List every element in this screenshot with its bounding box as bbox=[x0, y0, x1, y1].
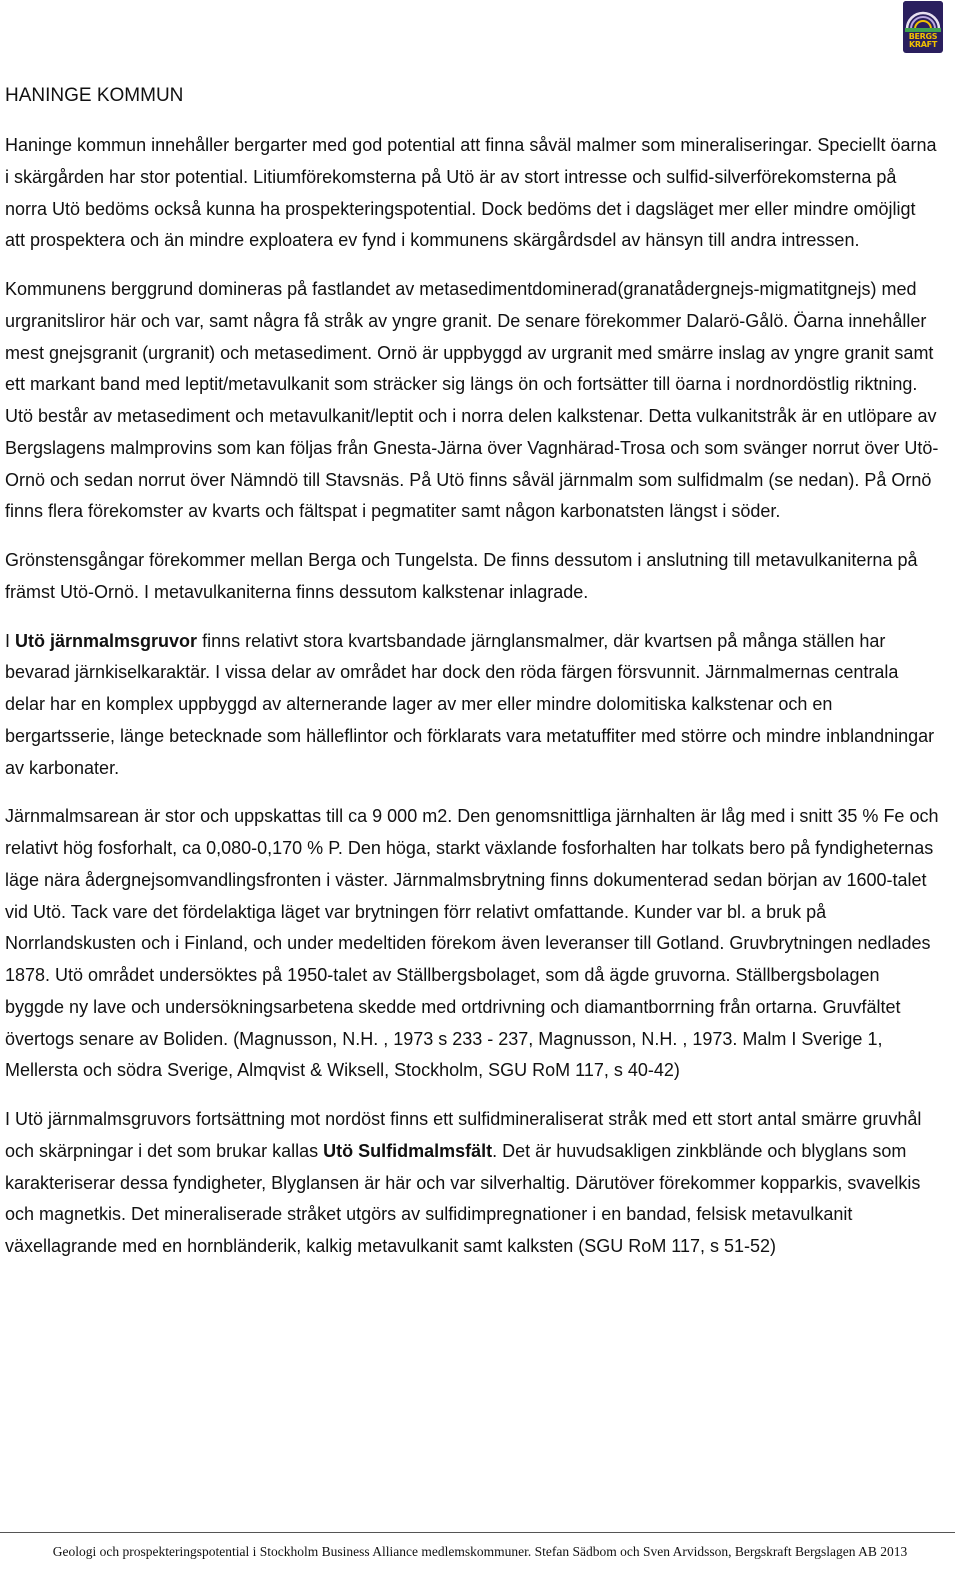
text-segment: finns relativt stora kvartsbandade järnglansmalmer, där kvartsen på många ställen har bevarad järnkiselkaraktär. I vissa delar av området har dock den röda färgen försvunnit. Järnmalmernas centrala delar har en komplex uppbyggd av alternerande lager av mer eller mindre dolomitiska kalkstenar och en bergartsserie, länge betecknade som hälleflintor och förklarats vara metatuffiter med större och mindre inblandningar av karbonater. bbox=[5, 630, 935, 778]
bold-term: Utö Sulfidmalmsfält bbox=[323, 1140, 493, 1161]
bergskraft-logo bbox=[903, 1, 943, 53]
bold-term: Utö järnmalmsgruvor bbox=[15, 630, 198, 651]
text-segment: I bbox=[5, 630, 16, 651]
document-body bbox=[5, 130, 940, 1280]
text-segment: . Det är huvudsakligen zinkblände och blyglans som karakteriserar dessa fyndigheter, Blyglansen är här och var silverhaltig. Därutöver förekommer kopparkis, svavelkis och magnetkis. Det mineraliserade stråket utgörs av sulfidimpregnationer i en bandad, felsisk metavulkanit växellagrande med en hornbländerik, kalkig metavulkanit samt kalksten (SGU RoM 117, s 51-52) bbox=[5, 1140, 921, 1256]
paragraph-iron-area: Järnmalmsarean är stor och uppskattas till ca 9 000 m2. Den genomsnittliga järnhalten är låg med i snitt 35 % Fe och relativt hög fosforhalt, ca 0,080-0,170 % P. Den höga, starkt växlande fosforhalten har tolkats bero på fyndigheternas läge nära ådergnejsomvandlingsfronten i väster. Järnmalmsbrytning finns dokumenterad sedan början av 1600-talet vid Utö. Tack vare det fördelaktiga läget var brytningen förr relativt omfattande. Kunder var bl. a bruk på Norrlandskusten och i Finland, och under medeltiden förekom även leveranser till Gotland. Gruvbrytningen nedlades 1878. Utö området undersöktes på 1950-talet av Ställbergsbolaget, som då ägde gruvorna. Ställbergsbolagen byggde ny lave och undersökningsarbetena skedde med ortdrivning och diamantborrning från ortarna. Gruvfältet övertogs senare av Boliden. (Magnusson, N.H. , 1973 s 233 - 237, Magnusson, N.H. , 1973. Malm I Sverige 1, Mellersta och södra Sverige, Almqvist & Wiksell, Stockholm, SGU RoM 117, s 40-42) bbox=[5, 806, 939, 1081]
page-footer: Geologi och prospekteringspotential i Stockholm Business Alliance medlemskommuner. Stefan Sädbom och Sven Arvidsson, Bergskraft Bergslagen AB 2013 bbox=[52, 1544, 908, 1559]
logo-text-line2: KRAFT bbox=[909, 40, 937, 49]
paragraph-iron-mines bbox=[5, 626, 940, 785]
paragraph-intro: Haninge kommun innehåller bergarter med god potential att finna såväl malmer som mineraliseringar. Speciellt öarna i skärgården har stor potential. Litiumförekomsterna på Utö är av stort intresse och sulfid-silverförekomsterna på norra Utö bedöms också kunna ha prospekteringspotential. Dock bedöms det i dagsläget mer eller mindre omöjligt att prospektera och än mindre exploatera ev fynd i kommunens skärgårdsdel av hänsyn till andra intressen. bbox=[5, 135, 937, 251]
paragraph-greenstone: Grönstensgångar förekommer mellan Berga och Tungelsta. De finns dessutom i anslutning till metavulkaniterna på främst Utö-Ornö. I metavulkaniterna finns dessutom kalkstenar inlagrade. bbox=[5, 550, 918, 602]
page-heading: HANINGE KOMMUN bbox=[5, 85, 184, 106]
logo-text-line1: BERGS bbox=[908, 32, 938, 41]
paragraph-sulfide-field bbox=[5, 1104, 940, 1263]
mountain-sun-icon bbox=[903, 1, 943, 33]
text-segment: I Utö järnmalmsgruvors fortsättning mot nordöst finns ett sulfidmineraliserat stråk med ett stort antal smärre gruvhål och skärpningar i det som brukar kallas bbox=[5, 1109, 922, 1161]
footer-divider bbox=[0, 1532, 955, 1533]
paragraph-bedrock: Kommunens berggrund domineras på fastlandet av metasedimentdominerad(granatådergnejs-migmatitgnejs) med urgranitsliror här och var, samt några få stråk av yngre granit. De senare förekommer Dalarö-Gålö. Öarna innehåller mest gnejsgranit (urgranit) och metasediment. Ornö är uppbyggd av urgranit med smärre inslag av yngre granit samt ett markant band med leptit/metavulkanit som sträcker sig längs ön och fortsätter till öarna i nordnordöstlig riktning. Utö består av metasediment och metavulkanit/leptit och i norra delen kalkstenar. Detta vulkanitstråk är en utlöpare av Bergslagens malmprovins som kan följas från Gnesta-Järna över Vagnhärad-Trosa och som svänger norrut över Utö-Ornö och sedan norrut över Nämndö till Stavsnäs. På Utö finns såväl järnmalm som sulfidmalm (se nedan). På Ornö finns flera förekomster av kvarts och fältspat i pegmatiter samt någon karbonatsten längst i söder. bbox=[5, 279, 939, 522]
